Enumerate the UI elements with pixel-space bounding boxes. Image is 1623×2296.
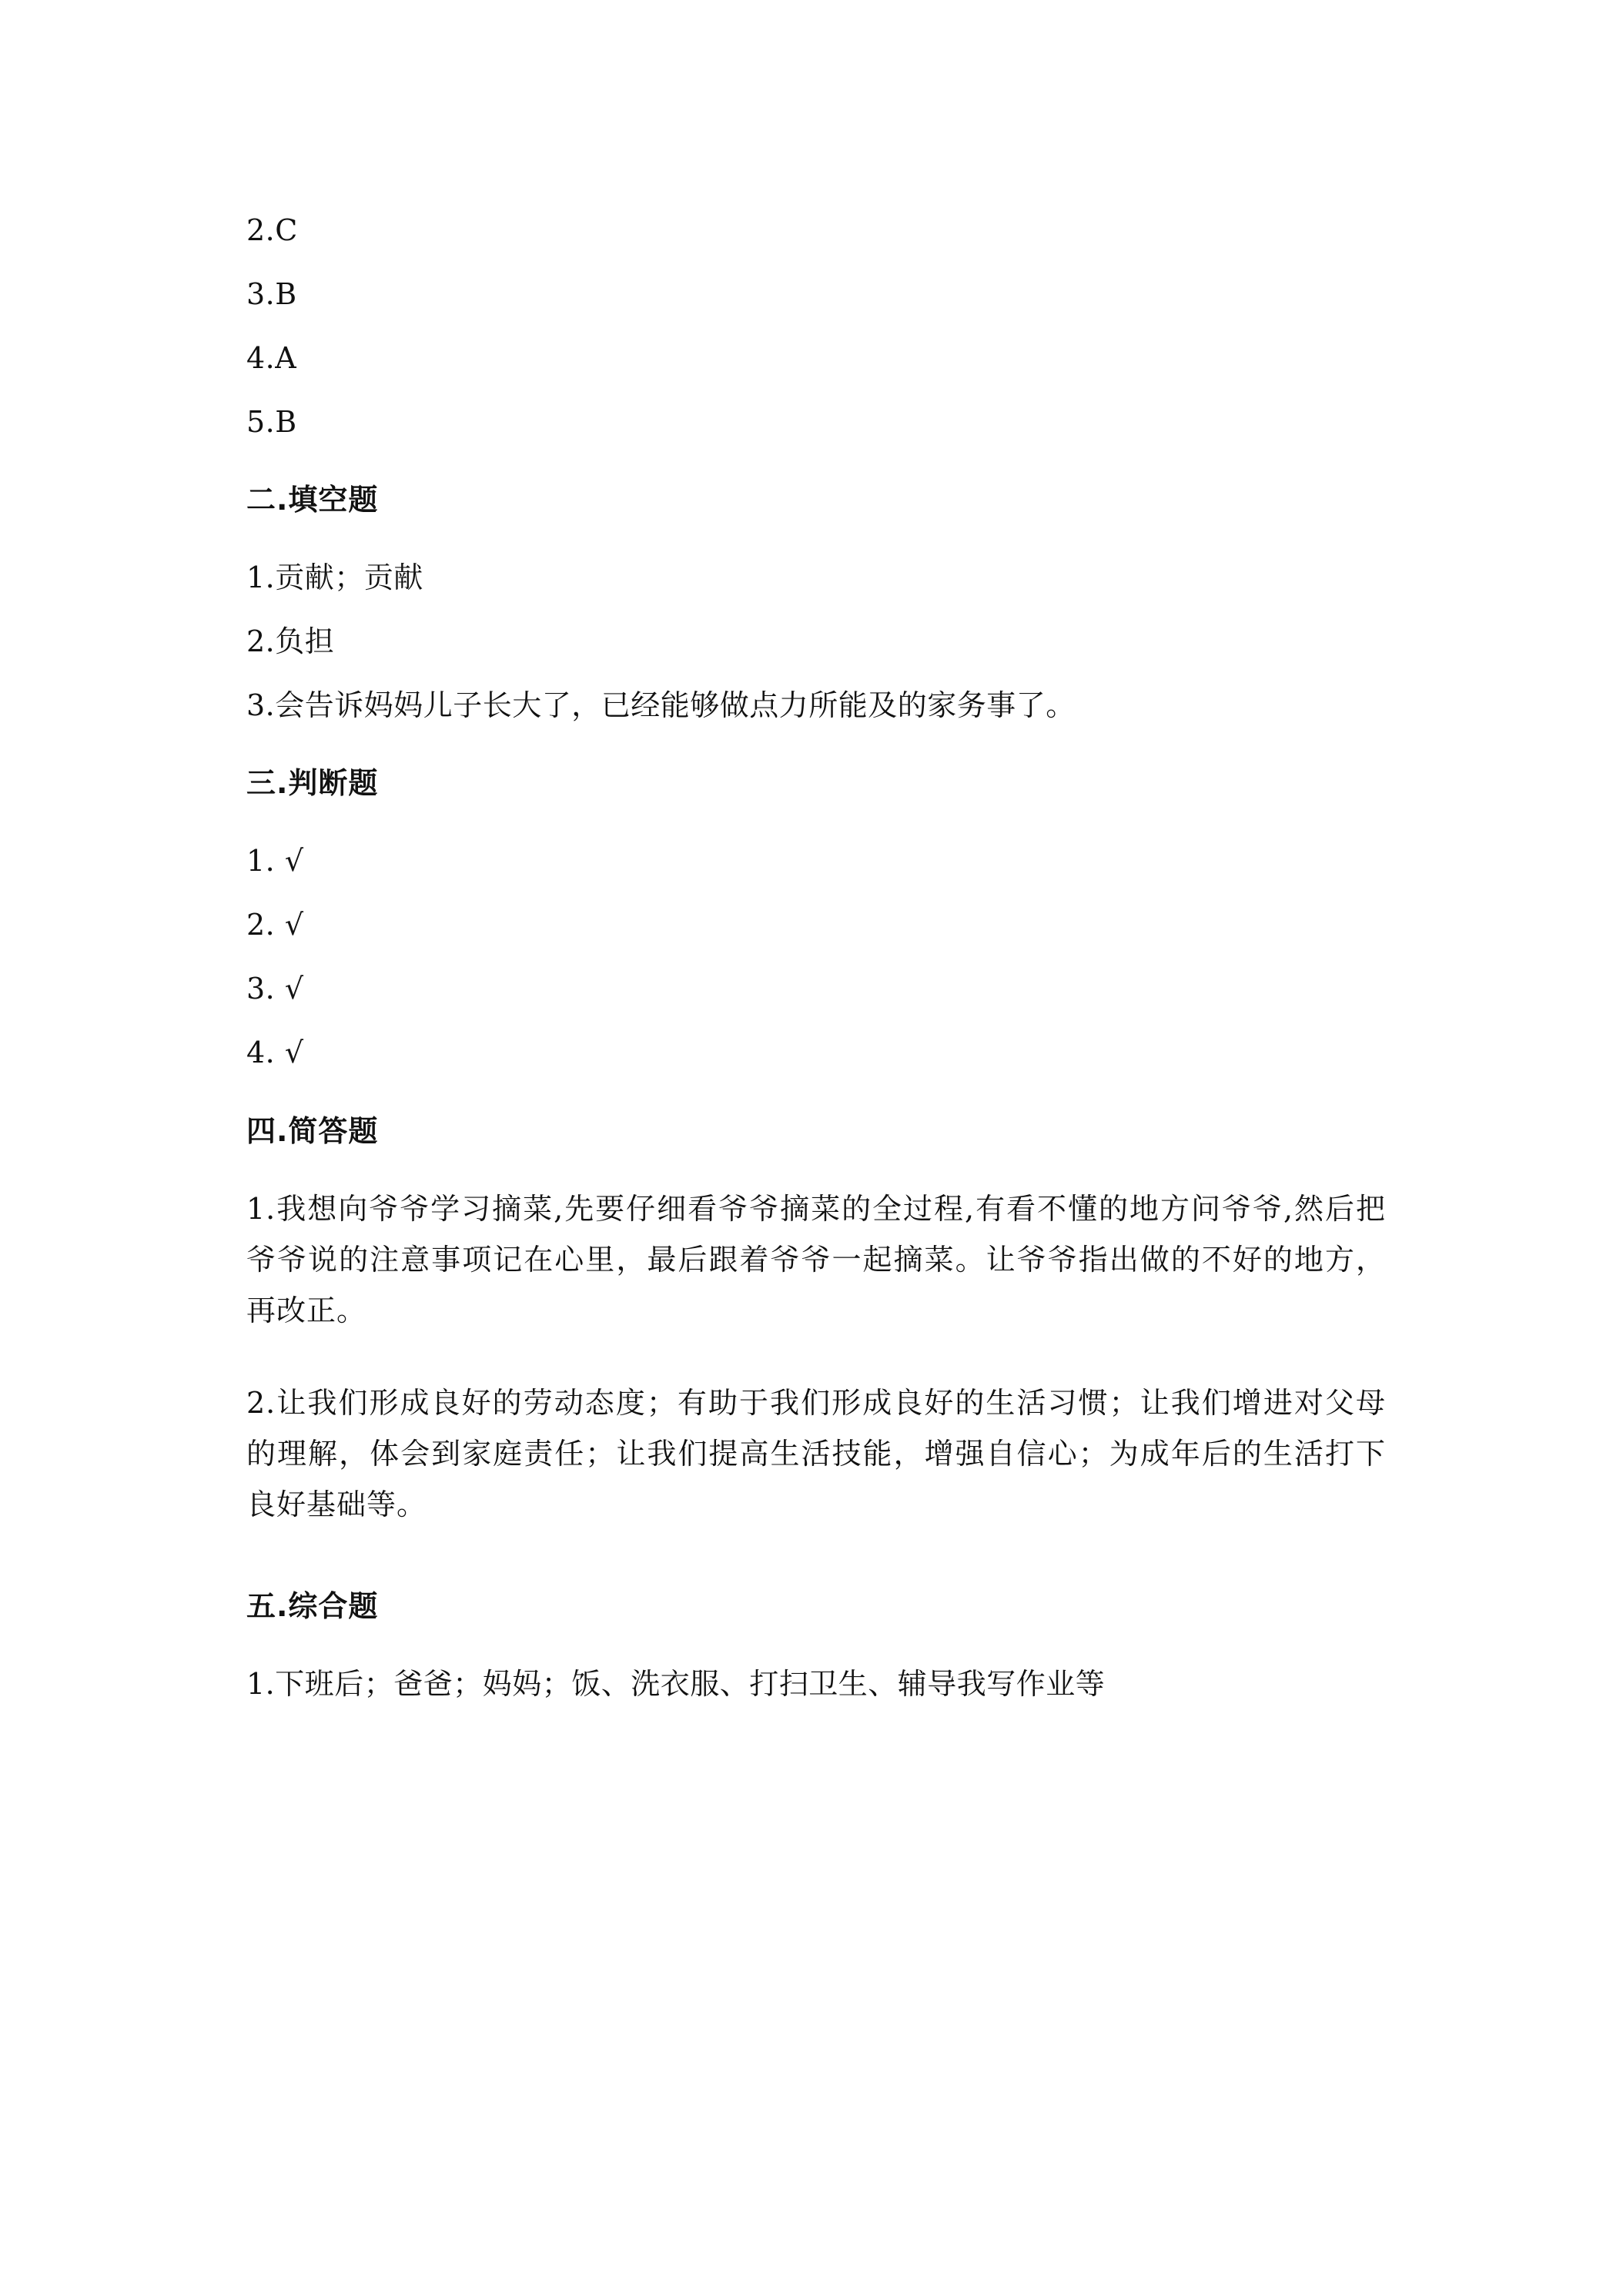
answer-2-1: 1.贡献；贡献 [246,561,423,594]
answer-3-3: 3. √ [246,972,304,1006]
answer-1-3: 3.B [246,277,297,311]
answer-4-2: 2.让我们形成良好的劳动态度；有助于我们形成良好的生活习惯；让我们增进对父母的理解，体会到家庭责任；让我们提高生活技能，增强自信心；为成年后的生活打下良好基础等。 [246,1386,1386,1521]
answer-1-4: 4.A [246,341,297,375]
answer-4-1: 1.我想向爷爷学习摘菜,先要仔细看爷爷摘菜的全过程,有看不懂的地方问爷爷,然后把爷爷说的注意事项记在心里，最后跟着爷爷一起摘菜。让爷爷指出做的不好的地方，再改正。 [246,1192,1386,1327]
answer-2-2: 2.负担 [246,624,335,658]
answer-2-3: 3.会告诉妈妈儿子长大了，已经能够做点力所能及的家务事了。 [246,688,1076,722]
answer-3-2: 2. √ [246,908,304,942]
section-heading-true-false: 三.判断题 [246,766,379,800]
answer-3-4: 4. √ [246,1036,304,1069]
section-heading-short-answer: 四.简答题 [246,1114,379,1148]
answer-5-1: 1.下班后；爸爸；妈妈；饭、洗衣服、打扫卫生、辅导我写作业等 [246,1667,1106,1701]
answer-3-1: 1. √ [246,844,304,878]
section-heading-comprehensive: 五.综合题 [246,1589,379,1623]
answer-1-5: 5.B [246,405,297,439]
answer-1-2: 2.C [246,213,298,247]
section-heading-fill-in: 二.填空题 [246,483,379,517]
